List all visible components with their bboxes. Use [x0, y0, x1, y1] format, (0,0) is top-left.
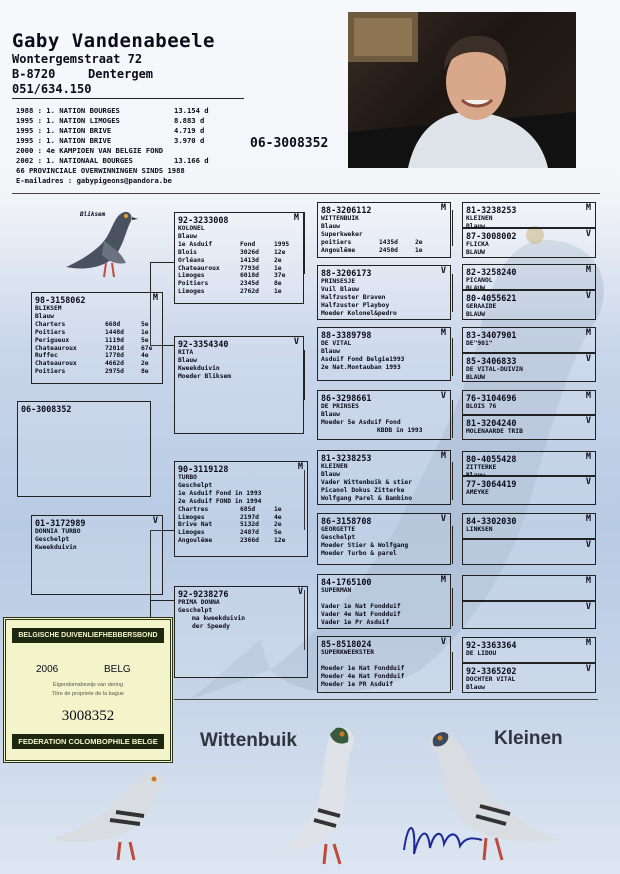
pedigree-box-gen4: 87-3008002 V FLICKA BLAUW	[462, 228, 596, 258]
pedigree-box-granddam: 92-3354340 V RITA Blauw Kweekduivin Moeder Bliksem	[174, 336, 304, 434]
owner-postal: B-8720	[12, 67, 56, 81]
connector	[452, 526, 453, 564]
pedigree-box-gen4: 81-3238253 M KLEINEN Blauw	[462, 202, 596, 228]
pedigree-box-gen3: 88-3206173 V PRINSESJE Vuil Blauw Halfzuster Braven Halfzuster Playboy Moeder Kolonel&pedro	[317, 265, 451, 320]
stamp-line1: Eigendomsbewijs van dering	[52, 682, 123, 688]
stamp-country: BELG	[104, 664, 131, 675]
achievement-line: 2000 : 4e KAMPIOEN VAN BELGIE FOND	[16, 146, 164, 155]
pedigree-box-gen4: M	[462, 575, 596, 601]
pedigree-box-gen4: 92-3363364 M DE LIDOU	[462, 637, 596, 663]
stamp-top: BELGISCHE DUIVENLIEFHEBBERSBOND	[12, 628, 164, 643]
signature	[398, 810, 488, 866]
connector	[150, 262, 174, 263]
achievement-line: 1995 : 1. NATION BRIVE 4.719 d	[16, 126, 205, 135]
pedigree-box-dam: 01-3172989 V DONNIA TURBO Geschelpt Kweekduivin	[31, 515, 163, 595]
connector	[452, 652, 453, 690]
pedigree-box-gen3: 86-3158708 V GEORGETTE Geschelpt Moeder Stier & Wolfgang Moeder Turbo & parel	[317, 513, 451, 565]
achievement-email: E-mailadres : gabypigeons@pandora.be	[16, 176, 172, 185]
pedigree-box-gen3: 86-3298661 V DE PRINSES Blauw Moeder 5e Asduif Fond KBDB in 1993	[317, 390, 451, 440]
pedigree-box-gen4: 80-4055428 M ZITTERKE Blauw	[462, 451, 596, 476]
pigeon-icon	[270, 720, 390, 870]
pedigree-box-gen3: 84-1765100 M SUPERMAN Vader 1e Nat Fondduif Vader 4e Nat Fondduif Vader 1e Pr Asduif	[317, 574, 451, 629]
owner-photo	[348, 12, 576, 168]
achievement-line: 1995 : 1. NATION BRIVE 3.970 d	[16, 136, 205, 145]
label-wittenbuik: Wittenbuik	[200, 730, 297, 751]
footer-divider	[174, 699, 598, 700]
owner-street: Wontergemstraat 72	[12, 52, 143, 66]
pedigree-box-subject: 06-3008352	[17, 401, 151, 497]
pedigree-box-gen4: 76-3104696 M BLOIS 76	[462, 390, 596, 415]
label-kleinen: Kleinen	[494, 728, 563, 749]
pedigree-box-grandsire: 90-3119128 M TURBO Geschelpt 1e Asduif Fond in 1993 2e Asduif FOND in 1994 Chartres 685d 1e Limoges 2197d 4e Brive Nat 5132d 2e Limoges 2487d 5e Angoulême 2366d 12e	[174, 461, 308, 557]
connector	[304, 350, 305, 400]
pedigree-box-gen4: 83-3407901 M DE"901"	[462, 327, 596, 353]
stamp-number: 3008352	[61, 708, 115, 724]
pedigree-box-gen3: 85-8518024 V SUPERKWEEKSTER Moeder 1e Nat Fondduif Moeder 4e Nat Fondduif Moeder 1e PR Asduif	[317, 636, 451, 693]
pedigree-box-gen4: 92-3365202 V DOCHTER VITAL Blauw	[462, 663, 596, 693]
stamp-bottom: FEDERATION COLOMBOPHILE BELGE	[12, 734, 164, 749]
pedigree-box-gen4: 77-3064419 V AMEYKE	[462, 476, 596, 505]
connector	[452, 210, 453, 246]
connector	[452, 400, 453, 438]
connector	[304, 212, 305, 274]
achievement-line: 2002 : 1. NATIONAAL BOURGES 13.166 d	[16, 156, 209, 165]
ring-certificate-stamp	[3, 617, 173, 763]
stamp-year: 2006	[36, 664, 59, 675]
header-rule	[12, 98, 244, 99]
pedigree-box-gen4: 85-3406833 V DE VITAL-DUIVIN BLAUW	[462, 353, 596, 382]
owner-city: Dentergem	[88, 67, 154, 81]
pedigree-box-gen3: 81-3238253 M KLEINEN Blauw Vader Wittenbuik & stier Picanol Dokus Zitterke Wolfgang Parel & Bambino	[317, 450, 451, 505]
section-divider	[12, 193, 600, 194]
pedigree-box-sire: 98-3158062 M BLIKSEM Blauw Charters 668d 5e Poitiers 1448d 1e Perigueux 1119d 5e Chateauroux 7201d 67e Ruffec 1778d 4e Chateauroux 4662d 2e Poitiers 2975d 8e	[31, 292, 163, 384]
pedigree-box-gen4: 81-3204240 V MOLENAARDE TRIB	[462, 415, 596, 440]
connector	[452, 274, 453, 312]
pedigree-box-gen4: V	[462, 539, 596, 565]
achievement-line: 1988 : 1. NATION BOURGES 13.154 d	[16, 106, 209, 115]
pedigree-box-gen4: 82-3258240 M PICANOL BLAUW	[462, 264, 596, 290]
owner-phone: 051/634.150	[12, 82, 92, 96]
pedigree-box-granddam: 92-9238276 V PRIMA DONNA Geschelpt ma kweekduivin der Speedy	[174, 586, 308, 678]
connector	[150, 600, 174, 601]
main-ring-number: 06-3008352	[250, 136, 329, 151]
connector	[452, 338, 453, 376]
owner-name: Gaby Vandenabeele	[12, 30, 215, 52]
pigeon-icon	[40, 760, 170, 870]
stamp-line2: Titre de propriete de la bague	[52, 691, 124, 697]
connector	[452, 462, 453, 500]
pedigree-box-gen3: 88-3206112 M WITTENBUIK Blauw Superkweker poitiers 1435d 2e Angoulême 2450d 1e	[317, 202, 451, 258]
bird-caption: Bliksem	[80, 211, 106, 218]
connector	[452, 588, 453, 626]
pedigree-box-grandsire: 92-3233008 M KOLONEL Blauw 1e Asduif Fond 1995 Blois 3026d 12e Orléans 1413d 2e Chateauroux 7793d 1e Limoges 6018d 37e Poitiers 2345d 8e Limoges 2762d 1e	[174, 212, 304, 304]
pigeon-icon	[60, 201, 140, 281]
achievement-line: 66 PROVINCIALE OVERWINNINGEN SINDS 1988	[16, 166, 185, 175]
pedigree-box-gen3: 88-3389798 M DE VITAL Blauw Asduif Fond Belgie1993 2e Nat.Montauban 1993	[317, 327, 451, 381]
achievement-line: 1995 : 1. NATION LIMOGES 8.883 d	[16, 116, 205, 125]
pedigree-box-gen4: 80-4055621 V GERAAIDE BLAUW	[462, 290, 596, 320]
pedigree-box-gen4: 84-3302030 M LINKSEN	[462, 513, 596, 539]
pedigree-box-gen4: V	[462, 601, 596, 629]
